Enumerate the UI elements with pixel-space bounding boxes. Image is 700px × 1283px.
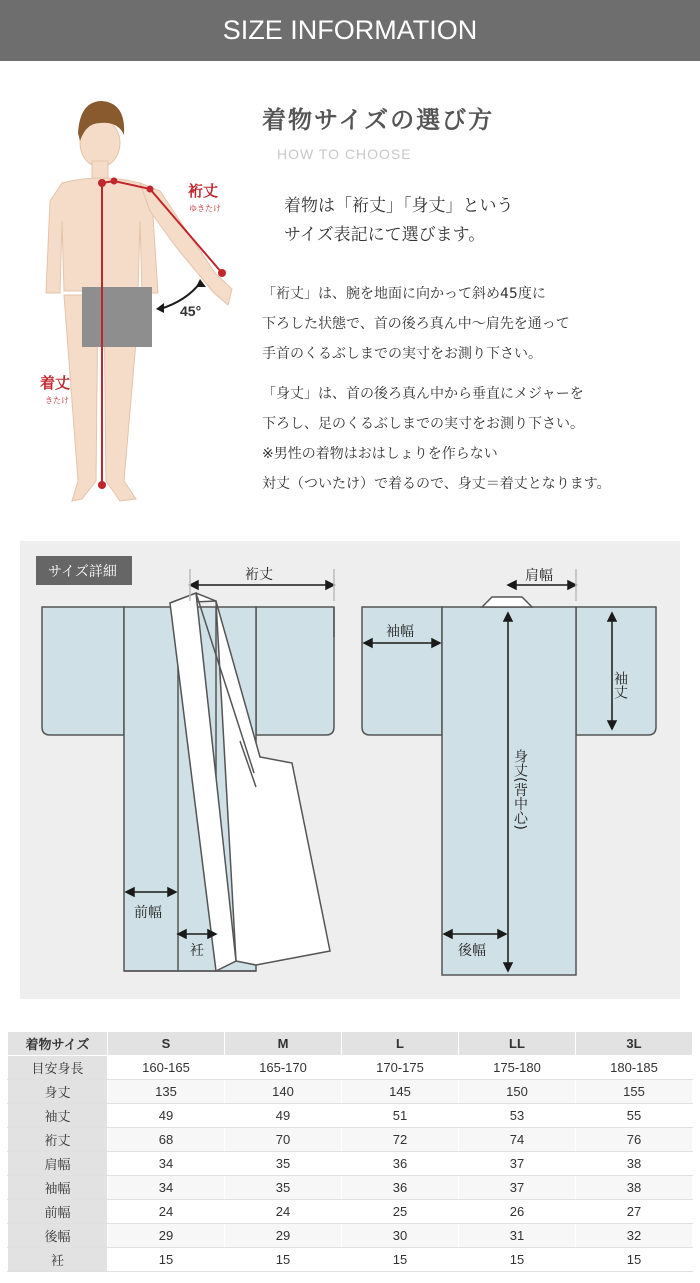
size-table xyxy=(7,1031,693,1272)
table-cell: 36 xyxy=(342,1152,459,1176)
diagram-tag: サイズ詳細 xyxy=(48,564,117,580)
table-cell: 前幅 xyxy=(8,1200,108,1224)
yuki-reading: ゆきたけ xyxy=(189,204,221,213)
table-cell: 15 xyxy=(225,1248,342,1272)
mitake-description xyxy=(262,379,611,499)
table-cell: 55 xyxy=(576,1104,693,1128)
table-cell: 51 xyxy=(342,1104,459,1128)
table-row xyxy=(8,1248,693,1272)
table-cell: 35 xyxy=(225,1176,342,1200)
table-row xyxy=(8,1224,693,1248)
label-maehaba: 前幅 xyxy=(134,905,162,921)
label-mitake: 身丈(背中心) xyxy=(512,749,528,830)
table-cell: 170-175 xyxy=(342,1056,459,1080)
body-measurement-figure xyxy=(0,61,260,521)
table-cell: 後幅 xyxy=(8,1224,108,1248)
page-header xyxy=(0,0,700,61)
size-diagram-panel xyxy=(20,541,680,999)
para-line: ※男性の着物はおはしょりを作らない xyxy=(262,446,498,462)
table-cell: 27 xyxy=(576,1200,693,1224)
table-cell: 裄丈 xyxy=(8,1128,108,1152)
table-cell: 53 xyxy=(459,1104,576,1128)
table-cell: 34 xyxy=(108,1152,225,1176)
table-cell: 衽 xyxy=(8,1248,108,1272)
table-row xyxy=(8,1176,693,1200)
lead-line: 着物は「裄丈」「身丈」という xyxy=(284,196,514,216)
lead-text xyxy=(284,192,514,250)
table-cell: 身丈 xyxy=(8,1080,108,1104)
table-cell: 30 xyxy=(342,1224,459,1248)
table-cell: 38 xyxy=(576,1176,693,1200)
table-cell: 25 xyxy=(342,1200,459,1224)
table-cell: 155 xyxy=(576,1080,693,1104)
table-cell: 29 xyxy=(225,1224,342,1248)
table-cell: 160-165 xyxy=(108,1056,225,1080)
table-header-cell: 着物サイズ xyxy=(8,1032,108,1056)
table-row xyxy=(8,1080,693,1104)
para-line: 手首のくるぶしまでの実寸をお測り下さい。 xyxy=(262,346,542,362)
table-cell: 34 xyxy=(108,1176,225,1200)
section-title: 着物サイズの選び方 xyxy=(262,106,495,134)
label-sodetake: 袖丈 xyxy=(612,671,628,699)
table-cell: 70 xyxy=(225,1128,342,1152)
table-cell: 31 xyxy=(459,1224,576,1248)
table-cell: 68 xyxy=(108,1128,225,1152)
table-cell: 37 xyxy=(459,1152,576,1176)
table-cell: 135 xyxy=(108,1080,225,1104)
table-row xyxy=(8,1056,693,1080)
yuki-description xyxy=(262,279,570,369)
table-cell: 36 xyxy=(342,1176,459,1200)
table-row xyxy=(8,1200,693,1224)
section-subtitle: HOW TO CHOOSE xyxy=(277,146,412,162)
table-row xyxy=(8,1104,693,1128)
shorts xyxy=(82,287,152,347)
para-line: 下ろした状態で、首の後ろ真ん中〜肩先を通って xyxy=(262,316,570,332)
kimono-front xyxy=(42,593,334,971)
label-yuki: 裄丈 xyxy=(245,567,273,583)
yuki-label: 裄丈 xyxy=(188,182,219,200)
kitake-label: 着丈 xyxy=(40,374,71,392)
table-cell: 15 xyxy=(342,1248,459,1272)
para-line: 「裄丈」は、腕を地面に向かって斜め45度に xyxy=(262,286,546,302)
para-line: 対丈（ついたけ）で着るので、身丈＝着丈となります。 xyxy=(262,476,611,492)
para-line: 下ろし、足のくるぶしまでの実寸をお測り下さい。 xyxy=(262,416,584,432)
page-title: SIZE INFORMATION xyxy=(222,15,478,45)
table-cell: 150 xyxy=(459,1080,576,1104)
lead-line: サイズ表記にて選びます。 xyxy=(284,225,486,245)
table-cell: 袖幅 xyxy=(8,1176,108,1200)
table-cell: 15 xyxy=(108,1248,225,1272)
table-header-cell: 3L xyxy=(576,1032,693,1056)
kitake-reading: きたけ xyxy=(45,396,69,405)
angle-label: 45° xyxy=(180,303,202,319)
table-cell: 175-180 xyxy=(459,1056,576,1080)
table-cell: 24 xyxy=(108,1200,225,1224)
table-cell: 肩幅 xyxy=(8,1152,108,1176)
table-cell: 15 xyxy=(459,1248,576,1272)
table-header-cell: L xyxy=(342,1032,459,1056)
table-cell: 49 xyxy=(225,1104,342,1128)
table-header-cell: M xyxy=(225,1032,342,1056)
table-cell: 32 xyxy=(576,1224,693,1248)
label-sodehaba: 袖幅 xyxy=(386,624,414,640)
label-ushirohaba: 後幅 xyxy=(458,943,486,959)
table-cell: 24 xyxy=(225,1200,342,1224)
table-row xyxy=(8,1152,693,1176)
label-katahaba: 肩幅 xyxy=(525,568,553,584)
table-header-cell: S xyxy=(108,1032,225,1056)
table-cell: 145 xyxy=(342,1080,459,1104)
table-cell: 37 xyxy=(459,1176,576,1200)
table-cell: 140 xyxy=(225,1080,342,1104)
table-cell: 袖丈 xyxy=(8,1104,108,1128)
table-cell: 29 xyxy=(108,1224,225,1248)
para-line: 「身丈」は、首の後ろ真ん中から垂直にメジャーを xyxy=(262,386,584,402)
table-cell: 目安身長 xyxy=(8,1056,108,1080)
table-cell: 74 xyxy=(459,1128,576,1152)
table-cell: 35 xyxy=(225,1152,342,1176)
table-cell: 26 xyxy=(459,1200,576,1224)
table-cell: 76 xyxy=(576,1128,693,1152)
table-header-row xyxy=(8,1032,693,1056)
kimono-diagram xyxy=(20,541,680,999)
table-cell: 49 xyxy=(108,1104,225,1128)
table-row xyxy=(8,1128,693,1152)
table-cell: 15 xyxy=(576,1248,693,1272)
table-header-cell: LL xyxy=(459,1032,576,1056)
label-okumi: 衽 xyxy=(190,943,204,959)
table-cell: 38 xyxy=(576,1152,693,1176)
table-cell: 180-185 xyxy=(576,1056,693,1080)
table-cell: 165-170 xyxy=(225,1056,342,1080)
table-cell: 72 xyxy=(342,1128,459,1152)
